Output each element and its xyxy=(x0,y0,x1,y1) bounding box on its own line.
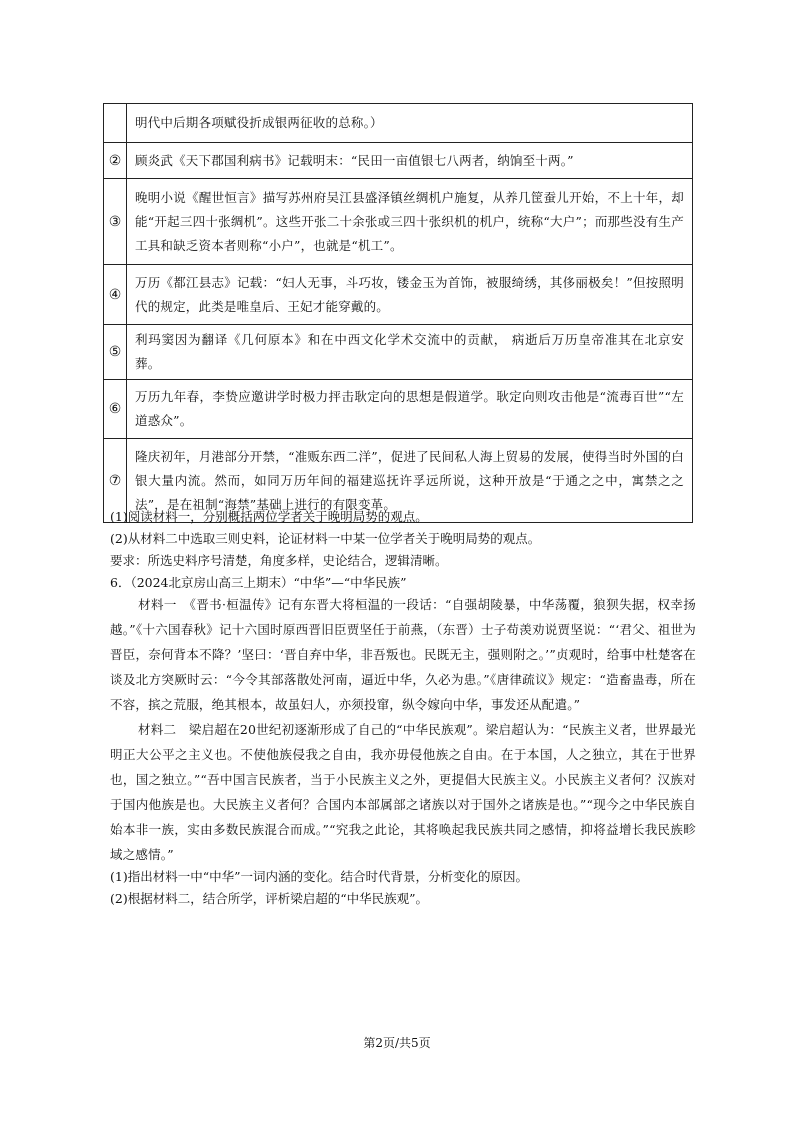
table-body xyxy=(104,104,693,523)
table-row xyxy=(104,265,693,325)
row-number: ③ xyxy=(104,179,127,265)
row-text: 晚明小说《醒世恒言》描写苏州府吴江县盛泽镇丝绸机户施复，从养几筐蚕儿开始，不上十年，却能“开起三四十张绸机”。这些开张二十余张或三四十张织机的机户，统称“大户”；而那些没有生产工具和缺乏资本者则称“小户”，也就是“机工”。 xyxy=(127,179,693,265)
table-row xyxy=(104,325,693,380)
table-row xyxy=(104,179,693,265)
row-number: ⑦ xyxy=(104,439,127,523)
material-one-paragraph xyxy=(110,592,696,717)
row-text: 隆庆初年，月港部分开禁，“准贩东西二洋”，促进了民间私人海上贸易的发展，使得当时外国的白银大量内流。然而，如同万历年间的福建巡抚许孚远所说，这种开放是“于通之之中，寓禁之之法”，是在祖制“海禁”基础上进行的有限变革。 xyxy=(127,439,693,523)
row-number xyxy=(104,104,127,143)
row-text: 万历九年春，李贽应邀讲学时极力抨击耿定向的思想是假道学。耿定向则攻击他是“流毒百世”“左道惑众”。 xyxy=(127,380,693,439)
question-item: (2)根据材料二，结合所学，评析梁启超的“中华民族观”。 xyxy=(110,891,428,906)
question-6-prompts xyxy=(110,866,696,910)
question-6-heading: 6．（2024北京房山高三上期末）“中华”—“中华民族” xyxy=(110,575,407,590)
row-text: 万历《都江县志》记载：“妇人无事，斗巧妆，镂金玉为首饰，被服绮绣，其侈丽极矣！”但按照明代的规定，此类是唯皇后、王妃才能穿戴的。 xyxy=(127,265,693,325)
historical-materials-table xyxy=(103,103,693,523)
table-row xyxy=(104,104,693,143)
row-number: ⑥ xyxy=(104,380,127,439)
row-number: ② xyxy=(104,143,127,179)
question-item: (2)从材料二中选取三则史料，论证材料一中某一位学者关于晚明局势的观点。 xyxy=(110,531,541,546)
material-two-text: 材料二 梁启超在20世纪初逐渐形成了自己的“中华民族观”。梁启超认为：“民族主义者，世界最光明正大公平之主义也。不使他族侵我之自由，我亦毋侵他族之自由。在于本国，人之独立，其在于世界也，国之独立。”“吾中国言民族者，当于小民族主义之外，更提倡大民族主义。小民族主义者何？汉族对于国内他族是也。大民族主义者何？合国内本部属部之诸族以对于国外之诸族是也。”“现今之中华民族自始本非一族，实由多数民族混合而成。”“究我之此论，其将唤起我民族共同之感情，抑将益增长我民族畛域之感情。” xyxy=(110,722,696,862)
question-item: (1)指出材料一中“中华”一词内涵的变化。结合时代背景，分析变化的原因。 xyxy=(110,869,528,884)
row-text: 利玛窦因为翻译《几何原本》和在中西文化学术交流中的贡献， 病逝后万历皇帝准其在北京安葬。 xyxy=(127,325,693,380)
question-requirement: 要求：所选史料序号清楚，角度多样，史论结合，逻辑清晰。 xyxy=(110,553,448,568)
question-5-prompts xyxy=(110,506,696,594)
material-two-paragraph xyxy=(110,717,696,867)
row-text: 顾炎武《天下郡国利病书》记载明末：“民田一亩值银七八两者，纳饷至十两。” xyxy=(127,143,693,179)
material-one-text: 材料一 《晋书·桓温传》记有东晋大将桓温的一段话：“自强胡陵暴，中华荡覆，狼狈失据，权幸扬越。”《十六国春秋》记十六国时原西晋旧臣贾坚任于前燕，（东晋）士子苟羡劝说贾坚说：“‘君父、祖世为晋臣，奈何背本不降？’坚曰：‘晋自弃中华，非吾叛也。民既无主，强则附之。’”贞观时，给事中杜楚客在谈及北方突厥时云：“今令其部落散处河南，逼近中华，久必为患。”《唐律疏议》规定：“造畜蛊毒，所在不容，摈之荒服，绝其根本，故虽妇人，亦须投窜，纵令嫁向中华，事发还从配遣。” xyxy=(110,597,696,712)
table-row xyxy=(104,143,693,179)
row-number: ④ xyxy=(104,265,127,325)
page-number-footer: 第2页/共5页 xyxy=(363,1036,431,1050)
table-row xyxy=(104,380,693,439)
question-item: (1)阅读材料一，分别概括两位学者关于晚明局势的观点。 xyxy=(110,509,428,524)
row-text: 明代中后期各项赋役折成银两征收的总称。） xyxy=(127,104,693,143)
row-number: ⑤ xyxy=(104,325,127,380)
